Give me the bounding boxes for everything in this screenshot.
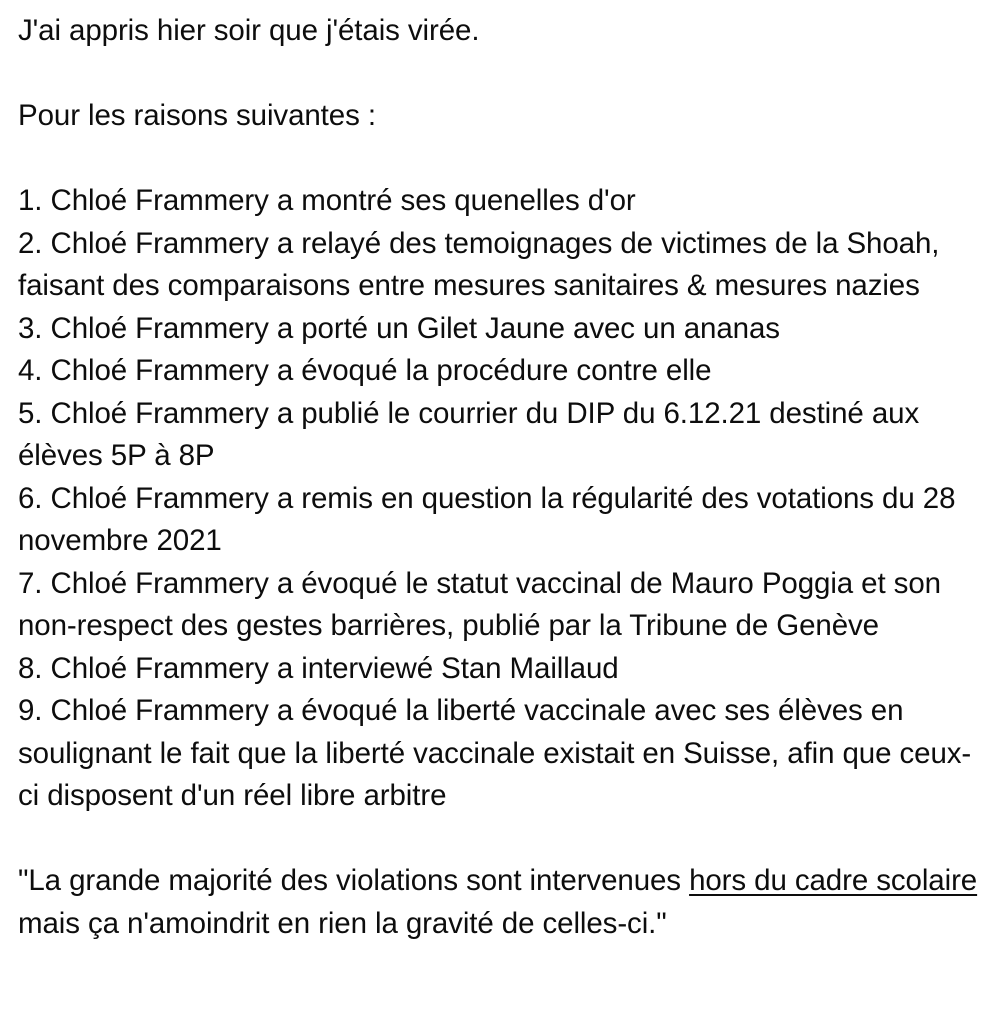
list-item: 8. Chloé Frammery a interviewé Stan Maillaud [18,651,619,685]
list-item: 9. Chloé Frammery a évoqué la liberté vaccinale avec ses élèves en soulignant le fait que la liberté vaccinale existait en Suisse, afin que ceux-ci disposent d'un réel libre arbitre [18,694,972,812]
intro-text: J'ai appris hier soir que j'étais virée. [18,14,480,47]
quote-text [18,860,990,945]
quote-before: "La grande majorité des violations sont intervenues [18,864,690,897]
list-item: 4. Chloé Frammery a évoqué la procédure contre elle [18,354,712,387]
list-item: 3. Chloé Frammery a porté un Gilet Jaune avec un ananas [18,311,780,345]
paragraph-gap [18,53,990,96]
quote-after: mais ça n'amoindrit en rien la gravité de celles-ci." [18,906,667,940]
paragraph-gap [18,818,990,861]
post-body [18,10,990,945]
list-item: 1. Chloé Frammery a montré ses quenelles d'or [18,184,636,217]
list-item: 2. Chloé Frammery a relayé des temoignages de victimes de la Shoah, faisant des comparaisons entre mesures sanitaires & mesures nazies [18,226,940,302]
list-item: 5. Chloé Frammery a publié le courrier du DIP du 6.12.21 destiné aux élèves 5P à 8P [18,396,920,472]
quote-link[interactable]: hors du cadre scolaire [689,864,978,897]
paragraph-gap [18,138,990,181]
list-item: 6. Chloé Frammery a remis en question la régularité des votations du 28 novembre 2021 [18,481,956,557]
reasons-list [18,180,990,818]
reasons-heading: Pour les raisons suivantes : [18,99,376,132]
list-item: 7. Chloé Frammery a évoqué le statut vaccinal de Mauro Poggia et son non-respect des gestes barrières, publié par la Tribune de Genève [18,566,941,642]
